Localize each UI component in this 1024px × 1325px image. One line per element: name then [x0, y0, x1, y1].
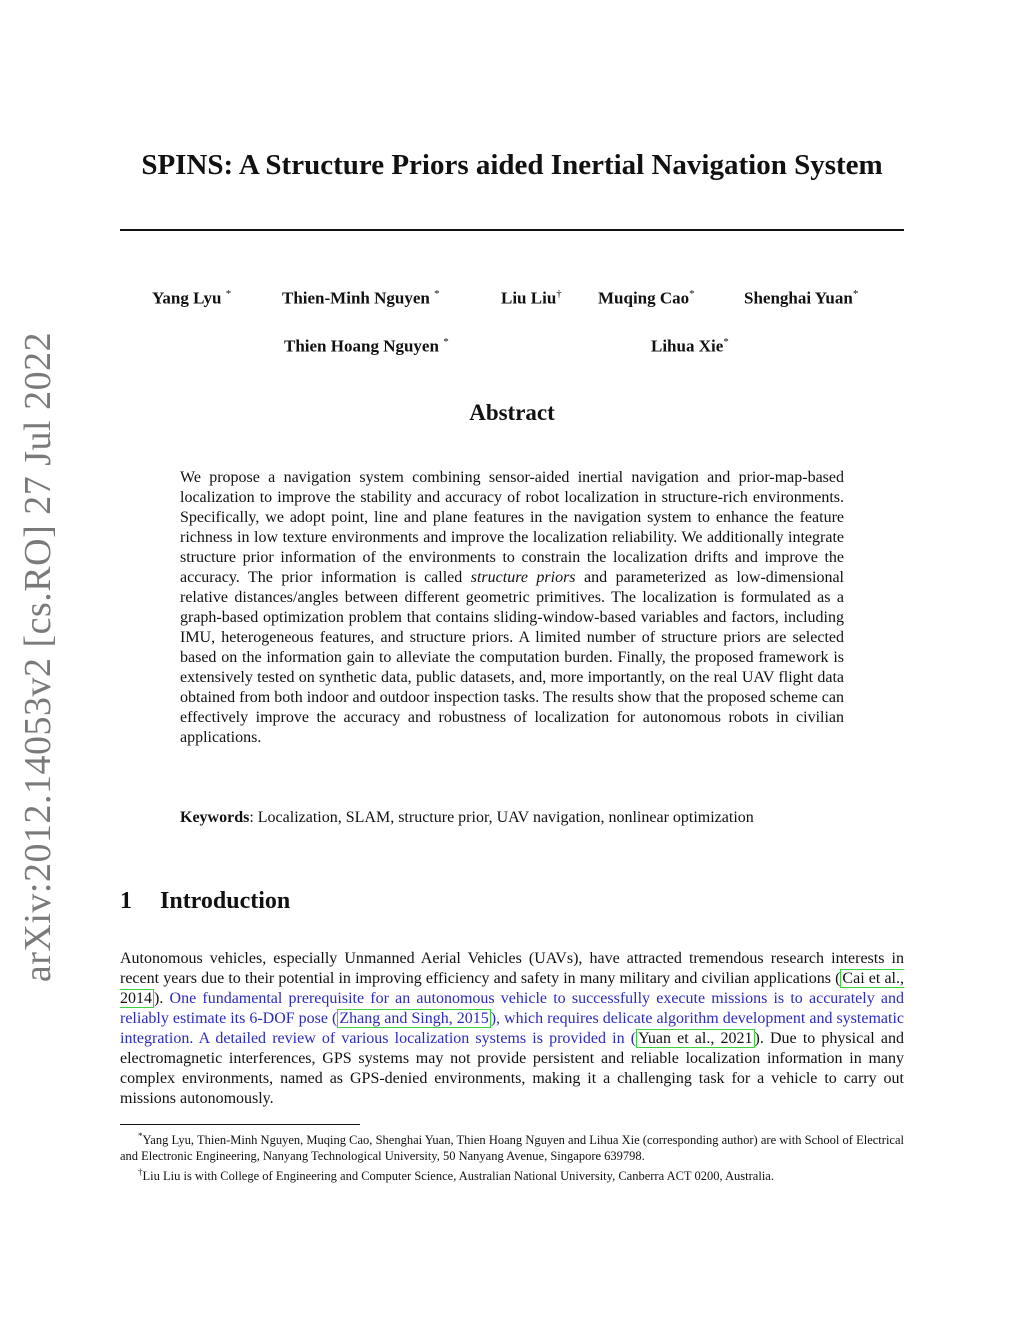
citation-link[interactable]: Zhang and Singh, 2015 [339, 1010, 489, 1027]
author-name: Muqing Cao [598, 288, 690, 308]
footnote-mark: † [138, 1167, 143, 1178]
author-4 [598, 288, 695, 309]
author-name: Lihua Xie [651, 336, 724, 356]
author-name: Shenghai Yuan [744, 288, 853, 308]
intro-highlight-2: ), which requires delicate algorithm development and systematic integration. A detailed review of various localization systems is provided in ( [120, 1010, 904, 1047]
citation-link[interactable]: Yuan et al., 2021 [638, 1030, 753, 1047]
footnote-rule [120, 1124, 360, 1125]
author-mark: * [723, 336, 729, 348]
author-5 [744, 288, 858, 309]
section-heading [120, 888, 290, 915]
author-name: Liu Liu [501, 288, 557, 308]
author-mark: * [225, 288, 232, 300]
citation-link[interactable]: Cai et al., 2014 [120, 970, 905, 1007]
author-mark: * [689, 288, 695, 300]
paper-title: SPINS: A Structure Priors aided Inertial Navigation System [141, 149, 883, 181]
author-2 [282, 288, 440, 309]
author-mark: * [852, 288, 859, 300]
footnote [120, 1128, 904, 1164]
author-name: Yang Lyu [152, 288, 222, 308]
footnote-mark: * [138, 1131, 143, 1141]
author-name: Thien Hoang Nguyen [284, 336, 439, 356]
intro-paragraph [120, 949, 904, 1109]
author-6 [284, 336, 449, 357]
author-7 [651, 336, 729, 357]
author-mark: * [434, 288, 440, 300]
abstract-text-1: We propose a navigation system combining sensor-aided inertial navigation and prior-map-based localization to improve the stability and accuracy of robot localization in structure-rich environments. Specifically, we adopt point, line and plane features in the navigation system to enhance the feature richness in low texture environments and improve the localization reliability. We additionally integrate structure prior information of the environments to constrain the localization drifts and improve the accuracy. The prior information is called [180, 469, 844, 586]
abstract-text-2: and parameterized as low-dimensional relative distances/angles between different geometric primitives. The localization is formulated as a graph-based optimization problem that contains sliding-window-based variables and factors, including IMU, heterogeneous features, and structure priors. A limited number of structure priors are selected based on the information gain to alleviate the computation burden. Finally, the proposed framework is extensively tested on synthetic data, public datasets, and, more importantly, on the real UAV flight data obtained from both indoor and outdoor inspection tasks. The results show that the proposed scheme can effectively improve the accuracy and robustness of localization for autonomous robots in civilian applications. [180, 569, 844, 746]
keywords [180, 808, 860, 828]
intro-text-2: ). [154, 990, 170, 1007]
author-mark: * [443, 336, 449, 348]
arxiv-stamp-text: arXiv:2012.14053v2 [cs.RO] 27 Jul 2022 [17, 331, 59, 983]
author-1 [152, 288, 231, 309]
keywords-text: : Localization, SLAM, structure prior, UAV navigation, nonlinear optimization [249, 809, 754, 826]
footnote-text: Liu Liu is with College of Engineering and Computer Science, Australian National University, Canberra ACT 0200, Australia. [142, 1169, 774, 1184]
abstract-body [180, 468, 844, 748]
keywords-label: Keywords [180, 809, 250, 826]
intro-text-1: Autonomous vehicles, especially Unmanned Aerial Vehicles (UAVs), have attracted tremendous research interests in recent years due to their potential in improving efficiency and safety in many military and civilian applications ( [120, 950, 904, 987]
author-mark: † [556, 288, 562, 300]
arxiv-stamp [8, 331, 68, 983]
author-name: Thien-Minh Nguyen [282, 288, 430, 308]
abstract-heading: Abstract [469, 400, 555, 425]
section-number: 1 [120, 888, 132, 914]
footnotes [120, 1128, 904, 1184]
intro-text-3: ). Due to physical and electromagnetic interferences, GPS systems may not provide persistent and reliable localization information in many complex environments, named as GPS-denied environments, making it a challenging task for a vehicle to carry out missions autonomously. [120, 1030, 904, 1107]
title-rule [120, 229, 904, 231]
footnote-text: Yang Lyu, Thien-Minh Nguyen, Muqing Cao, Shenghai Yuan, Thien Hoang Nguyen and Lihua Xie (corresponding author) are with School of Electrical and Electronic Engineering, Nanyang Technological University, 50 Nanyang Avenue, Singapore 639798. [120, 1133, 904, 1164]
footnote [120, 1164, 904, 1184]
intro-highlight-1: One fundamental prerequisite for an autonomous vehicle to successfully execute missions is to accurately and reliably estimate its 6-DOF pose ( [120, 990, 905, 1027]
author-3 [501, 288, 562, 309]
section-title: Introduction [160, 888, 291, 914]
abstract-italic-term: structure priors [470, 569, 576, 586]
